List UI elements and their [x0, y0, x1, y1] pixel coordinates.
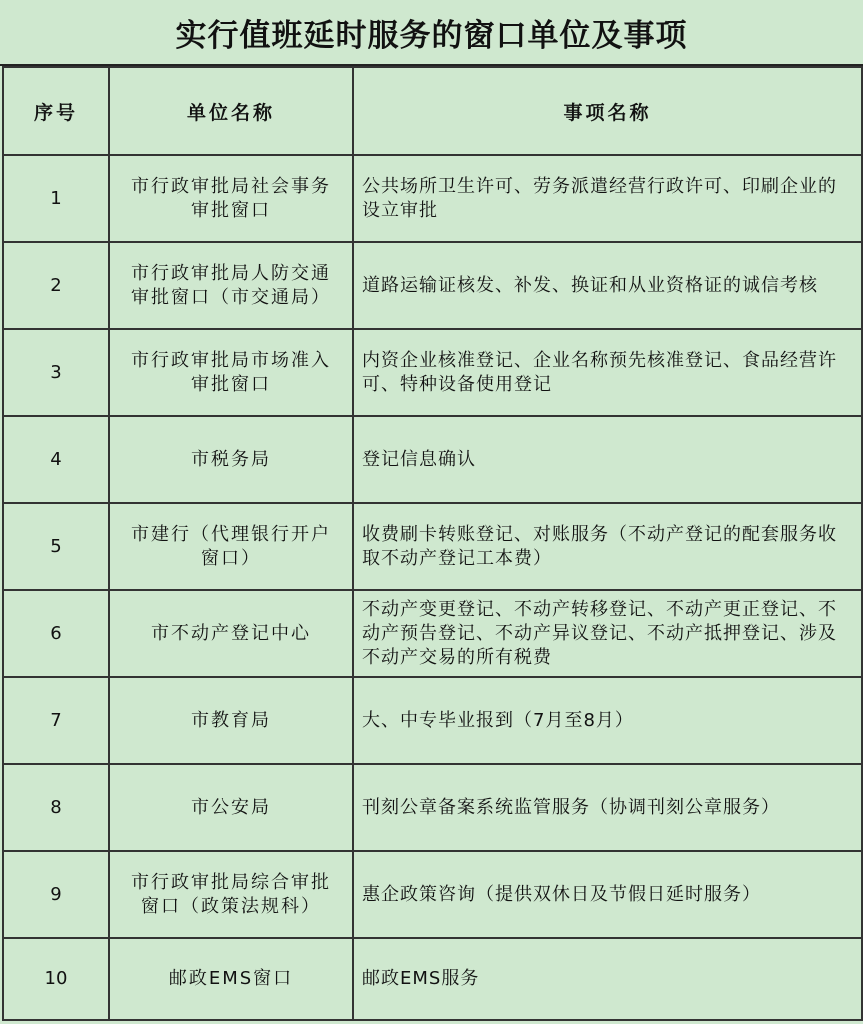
- row-unit: 市行政审批局综合审批窗口（政策法规科）: [109, 851, 353, 938]
- row-unit: 邮政EMS窗口: [109, 938, 353, 1020]
- row-index: 1: [3, 155, 109, 242]
- table-header-row: [3, 67, 862, 155]
- table-row: [3, 242, 862, 329]
- row-unit: 市行政审批局人防交通审批窗口（市交通局）: [109, 242, 353, 329]
- row-unit: 市建行（代理银行开户窗口）: [109, 503, 353, 590]
- row-unit: 市教育局: [109, 677, 353, 764]
- table-row: [3, 416, 862, 503]
- row-item: 惠企政策咨询（提供双休日及节假日延时服务）: [353, 851, 862, 938]
- row-item: 道路运输证核发、补发、换证和从业资格证的诚信考核: [353, 242, 862, 329]
- row-unit: 市行政审批局市场准入审批窗口: [109, 329, 353, 416]
- table-row: [3, 851, 862, 938]
- row-item: 公共场所卫生许可、劳务派遣经营行政许可、印刷企业的设立审批: [353, 155, 862, 242]
- row-index: 6: [3, 590, 109, 677]
- row-unit: 市不动产登记中心: [109, 590, 353, 677]
- row-unit: 市公安局: [109, 764, 353, 851]
- table-row: [3, 503, 862, 590]
- row-item: 刊刻公章备案系统监管服务（协调刊刻公章服务）: [353, 764, 862, 851]
- row-index: 10: [3, 938, 109, 1020]
- table-row: [3, 764, 862, 851]
- row-index: 9: [3, 851, 109, 938]
- row-item: 登记信息确认: [353, 416, 862, 503]
- table-row: [3, 329, 862, 416]
- header-item: 事项名称: [353, 67, 862, 155]
- row-item: 收费刷卡转账登记、对账服务（不动产登记的配套服务收取不动产登记工本费）: [353, 503, 862, 590]
- row-unit: 市行政审批局社会事务审批窗口: [109, 155, 353, 242]
- row-index: 8: [3, 764, 109, 851]
- row-index: 5: [3, 503, 109, 590]
- row-index: 4: [3, 416, 109, 503]
- service-table: [2, 66, 863, 1021]
- table-row: [3, 677, 862, 764]
- row-item: 不动产变更登记、不动产转移登记、不动产更正登记、不动产预告登记、不动产异议登记、不动产抵押登记、涉及不动产交易的所有税费: [353, 590, 862, 677]
- row-index: 7: [3, 677, 109, 764]
- document-title: 实行值班延时服务的窗口单位及事项: [0, 0, 863, 66]
- row-unit: 市税务局: [109, 416, 353, 503]
- row-index: 2: [3, 242, 109, 329]
- header-index: 序号: [3, 67, 109, 155]
- table-row: [3, 590, 862, 677]
- row-item: 邮政EMS服务: [353, 938, 862, 1020]
- header-unit: 单位名称: [109, 67, 353, 155]
- row-index: 3: [3, 329, 109, 416]
- row-item: 内资企业核准登记、企业名称预先核准登记、食品经营许可、特种设备使用登记: [353, 329, 862, 416]
- table-row: [3, 938, 862, 1020]
- table-row: [3, 155, 862, 242]
- row-item: 大、中专毕业报到（7月至8月）: [353, 677, 862, 764]
